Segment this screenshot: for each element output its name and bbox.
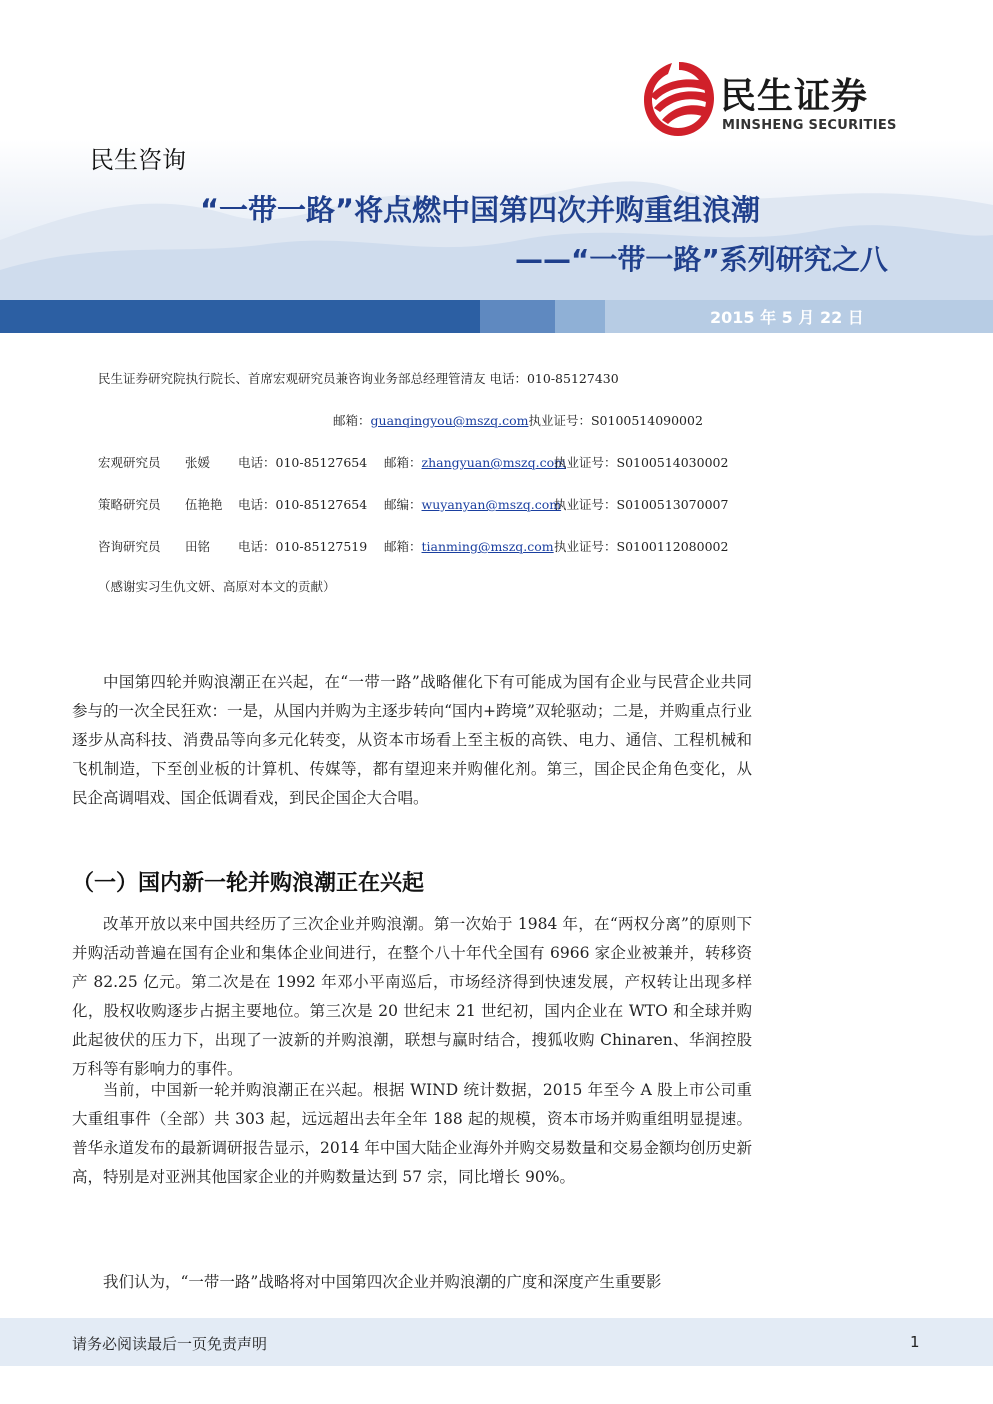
contact-phone: 电话：010-85127519 (238, 539, 368, 554)
header-band (480, 300, 555, 333)
report-category: 民生咨询 (90, 146, 186, 174)
license-number: 执业证号：S0100514090002 (528, 413, 703, 428)
contact-role: 策略研究员 (98, 497, 161, 512)
contact-row (0, 453, 993, 471)
company-logo (642, 60, 932, 150)
email-label: 邮编： (384, 497, 422, 512)
email-label: 邮箱： (384, 455, 422, 470)
contact-role: 宏观研究员 (98, 455, 161, 470)
contact-name: 张媛 (185, 455, 211, 470)
email-label: 邮箱： (384, 539, 422, 554)
contact-email-link[interactable]: tianming@mszq.com (421, 539, 554, 554)
body-paragraph: 改革开放以来中国共经历了三次企业并购浪潮。第一次始于 1984 年，在“两权分离”的原则下并购活动普遍在国有企业和集体企业间进行，在整个八十年代全国有 6966 家企业被兼并，转移资产 82.25 亿元。第二次是在 1992 年邓小平南巡后，市场经济得到快速发展，产权转让出现多样化，股权收购逐步占据主要地位。第三次是 20 世纪末 21 世纪初，国内企业在 WTO 和全球并购此起彼伏的压力下，出现了一波新的并购浪潮，联想与赢时结合，搜狐收购 Chinaren、华润控股万科等有影响力的事件。 (72, 915, 752, 1078)
logo-chinese-name: 民生证券 (720, 76, 869, 117)
minsheng-emblem-icon (642, 60, 716, 138)
report-subtitle: ——“一带一路”系列研究之八 (515, 243, 888, 276)
contact-role: 咨询研究员 (98, 539, 161, 554)
section-heading: （一）国内新一轮并购浪潮正在兴起 (72, 871, 425, 896)
contact-email-group (384, 453, 566, 471)
lead-analyst-email-line (333, 411, 703, 429)
contact-row (0, 537, 993, 555)
contact-name: 伍艳艳 (185, 497, 223, 512)
logo-english-name: MINSHENG SECURITIES (722, 118, 897, 133)
header-band (0, 300, 480, 333)
report-title: “一带一路”将点燃中国第四次并购重组浪潮 (200, 193, 761, 227)
intro-paragraph: 中国第四轮并购浪潮正在兴起，在“一带一路”战略催化下有可能成为国有企业与民营企业共同参与的一次全民狂欢：一是，从国内并购为主逐步转向“国内+跨境”双轮驱动；二是，并购重点行业逐步从高科技、消费品等向多元化转变，从资本市场看上至主板的高铁、电力、通信、工程机械和飞机制造，下至创业板的计算机、传媒等，都有望迎来并购催化剂。第三，国企民企角色变化，从民企高调唱戏、国企低调看戏，到民企国企大合唱。 (72, 673, 752, 807)
license-number: 执业证号：S0100513070007 (554, 497, 729, 512)
body-paragraph: 当前，中国新一轮并购浪潮正在兴起。根据 WIND 统计数据，2015 年至今 A 股上市公司重大重组事件（全部）共 303 起，远远超出去年全年 188 起的规模，资本市场并购重组明显提速。普华永道发布的最新调研报告显示，2014 年中国大陆企业海外并购交易数量和交易金额均创历史新高，特别是对亚洲其他国家企业的并购数量达到 57 宗，同比增长 90%。 (72, 1081, 752, 1186)
header-band (555, 300, 605, 333)
contact-email-link[interactable]: zhangyuan@mszq.com (421, 455, 566, 470)
contact-phone: 电话：010-85127654 (238, 497, 368, 512)
disclaimer-notice: 请务必阅读最后一页免责声明 (72, 1335, 268, 1353)
email-label: 邮箱： (333, 413, 371, 428)
lead-email-link[interactable]: guanqingyou@mszq.com (370, 413, 529, 428)
license-number: 执业证号：S0100112080002 (554, 539, 729, 554)
acknowledgement-note: （感谢实习生仇文妍、高原对本文的贡献） (98, 579, 336, 594)
contact-row (0, 495, 993, 513)
contact-email-group (384, 495, 561, 513)
contact-email-link[interactable]: wuyanyan@mszq.com (421, 497, 562, 512)
page-number: 1 (910, 1333, 920, 1351)
report-date: 2015 年 5 月 22 日 (710, 308, 864, 327)
body-paragraph: 我们认为，“一带一路”战略将对中国第四次企业并购浪潮的广度和深度产生重要影 (103, 1273, 662, 1291)
license-number: 执业证号：S0100514030002 (554, 455, 729, 470)
contact-phone: 电话：010-85127654 (238, 455, 368, 470)
contact-email-group (384, 537, 554, 555)
lead-analyst-line: 民生证券研究院执行院长、首席宏观研究员兼咨询业务部总经理管清友 电话：010-85127430 (98, 371, 619, 386)
contact-name: 田铭 (185, 539, 211, 554)
